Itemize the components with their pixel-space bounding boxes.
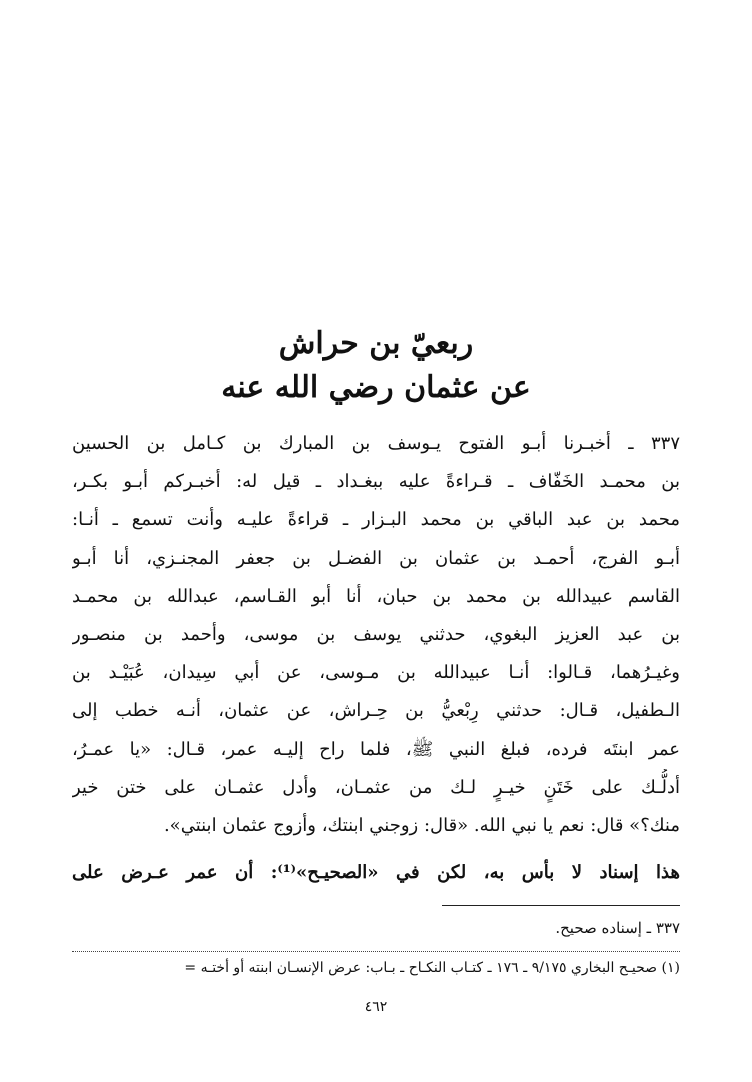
hadith-line: القاسم عبيدالله بن محمد بن حبان، أنا أبو القـاسم، عبدالله بن محمـد <box>72 585 680 607</box>
hadith-text <box>72 425 680 845</box>
chapter-title: ربعيّ بن حراش <box>278 326 474 361</box>
hadith-line: أبـو الفرج، أحمـد بن عثمان بن الفضـل بن جعفر المجنـزي، أنا أبـو <box>72 547 680 569</box>
footnote-separator <box>442 905 680 906</box>
hadith-line: منك؟» قال: نعم يا نبي الله. «قال: زوجني ابنتك، وأزوج عثمان ابنتي». <box>163 814 680 836</box>
hadith-line: عمر ابنتَه فرده، فبلغ النبي ﷺ، فلما راح إليـه عمر، قـال: «يا عمـرُ، <box>72 738 680 760</box>
page-number: ٤٦٢ <box>364 999 388 1015</box>
hadith-line: أدلُّـك على خَتَنٍ خيـرٍ لـك من عثمـان، وأدل عثمـان على ختن خير <box>72 776 680 798</box>
hadith-line: بن عبد العزيز البغوي، حدثني يوسف بن موسى، وأحمد بن منصـور <box>72 623 680 645</box>
hadith-line: وغيـرُهما، قـالوا: أنـا عبيدالله بن مـوسى، عن أبي سِيدان، عُبَيْـد بن <box>72 662 680 684</box>
footnote-grading: ٣٣٧ ـ إسناده صحيح. <box>555 919 680 937</box>
chapter-heading <box>60 322 692 410</box>
commentary-paragraph: هذا إسناد لا بأس به، لكن في «الصحيـح»⁽¹⁾: أن عمر عـرض على <box>72 862 680 883</box>
chapter-subtitle: عن عثمان رضي الله عنه <box>221 370 531 405</box>
hadith-line: الـطفيل، قـال: حدثني رِبْعيُّ بن حِـراش، عن عثمان، أنـه خطب إلى <box>72 700 680 722</box>
hadith-line: بن محمـد الخَفّاف ـ قـراءةً عليه ببغـداد ـ قيل له: أخبـركم أبـو بكـر، <box>72 471 680 493</box>
hadith-line: ٣٣٧ ـ أخبـرنا أبـو الفتوح يـوسف بن المبارك بن كـامل بن الحسين <box>72 433 680 454</box>
footnote-dotted-separator <box>72 951 680 952</box>
footnote-source: (١) صحيـح البخاري ٩/١٧٥ ـ ١٧٦ ـ كتـاب النكـاح ـ بـاب: عرض الإنسـان ابنته أو أختـه = <box>184 960 680 976</box>
hadith-line: محمد بن عبد الباقي بن محمد البـزار ـ قراءةً عليـه وأنت تسمع ـ أنـا: <box>72 509 680 531</box>
